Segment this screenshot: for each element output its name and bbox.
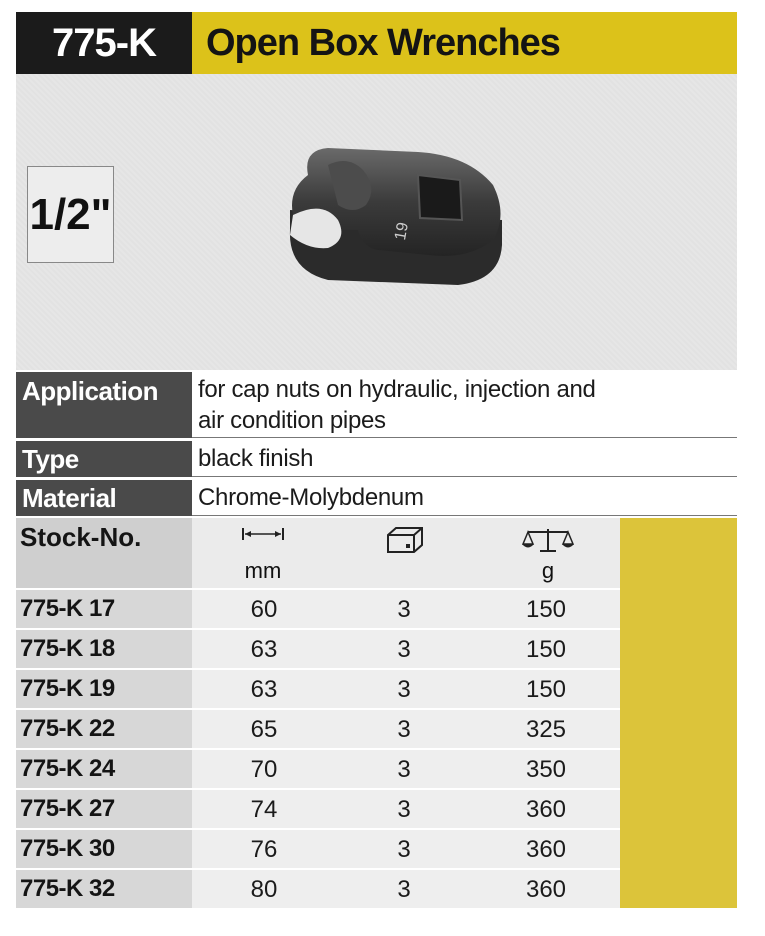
stock-number: 775-K 24	[16, 750, 192, 788]
table-row	[16, 590, 620, 628]
product-header	[16, 12, 737, 74]
pack-column-header	[334, 518, 476, 588]
stock-number: 775-K 17	[16, 590, 192, 628]
weight-unit: g	[541, 558, 555, 583]
type-value: black finish	[192, 441, 737, 477]
pack-value: 3	[397, 716, 411, 743]
spec-application	[16, 372, 737, 438]
table-row	[16, 830, 620, 868]
stock-number-header	[16, 518, 192, 588]
weight-value: 360	[525, 836, 567, 863]
weight-value: 150	[525, 596, 567, 623]
material-value: Chrome-Molybdenum	[192, 480, 737, 516]
weight-value: 350	[525, 756, 567, 783]
length-icon	[241, 526, 285, 542]
stock-number: 775-K 22	[16, 710, 192, 748]
spec-type	[16, 441, 737, 477]
stock-number: 775-K 30	[16, 830, 192, 868]
table-row	[16, 710, 620, 748]
application-line-1: for cap nuts on hydraulic, injection and	[198, 376, 596, 403]
stock-number: 775-K 32	[16, 870, 192, 908]
weight-value: 360	[525, 876, 567, 903]
table-row	[16, 670, 620, 708]
weight-value: 325	[525, 716, 567, 743]
stock-number-label: Stock-No.	[20, 522, 142, 552]
type-label: Type	[16, 441, 192, 477]
pack-value: 3	[397, 796, 411, 823]
length-value: 74	[250, 796, 278, 823]
stock-number: 775-K 18	[16, 630, 192, 668]
stock-number: 775-K 19	[16, 670, 192, 708]
table-row	[16, 870, 620, 908]
length-value: 70	[250, 756, 278, 783]
weight-column-header	[476, 518, 620, 588]
table-row	[16, 790, 620, 828]
weight-scale-icon	[522, 526, 574, 554]
length-column-header	[192, 518, 334, 588]
application-value	[192, 372, 737, 438]
length-value: 60	[250, 596, 278, 623]
product-title: Open Box Wrenches	[192, 12, 737, 74]
product-code: 775-K	[16, 12, 192, 74]
drive-size-badge: 1/2"	[27, 166, 114, 263]
table-row	[16, 630, 620, 668]
package-box-icon	[385, 526, 425, 554]
application-line-2: air condition pipes	[198, 407, 386, 434]
weight-value: 150	[525, 636, 567, 663]
length-value: 76	[250, 836, 278, 863]
wrench-image	[268, 80, 518, 310]
length-value: 63	[250, 636, 278, 663]
pack-value: 3	[397, 836, 411, 863]
length-value: 80	[250, 876, 278, 903]
stock-table	[16, 590, 620, 910]
pack-value: 3	[397, 636, 411, 663]
weight-value: 150	[525, 676, 567, 703]
weight-value: 360	[525, 796, 567, 823]
price-column	[620, 518, 737, 908]
length-value: 63	[250, 676, 278, 703]
pack-value: 3	[397, 756, 411, 783]
table-row	[16, 750, 620, 788]
material-label: Material	[16, 480, 192, 516]
length-unit: mm	[244, 558, 282, 583]
length-value: 65	[250, 716, 278, 743]
stock-number: 775-K 27	[16, 790, 192, 828]
pack-value: 3	[397, 676, 411, 703]
pack-value: 3	[397, 596, 411, 623]
wrench-engraving: 19	[392, 221, 412, 242]
application-label: Application	[16, 372, 192, 438]
spec-material	[16, 480, 737, 516]
pack-value: 3	[397, 876, 411, 903]
